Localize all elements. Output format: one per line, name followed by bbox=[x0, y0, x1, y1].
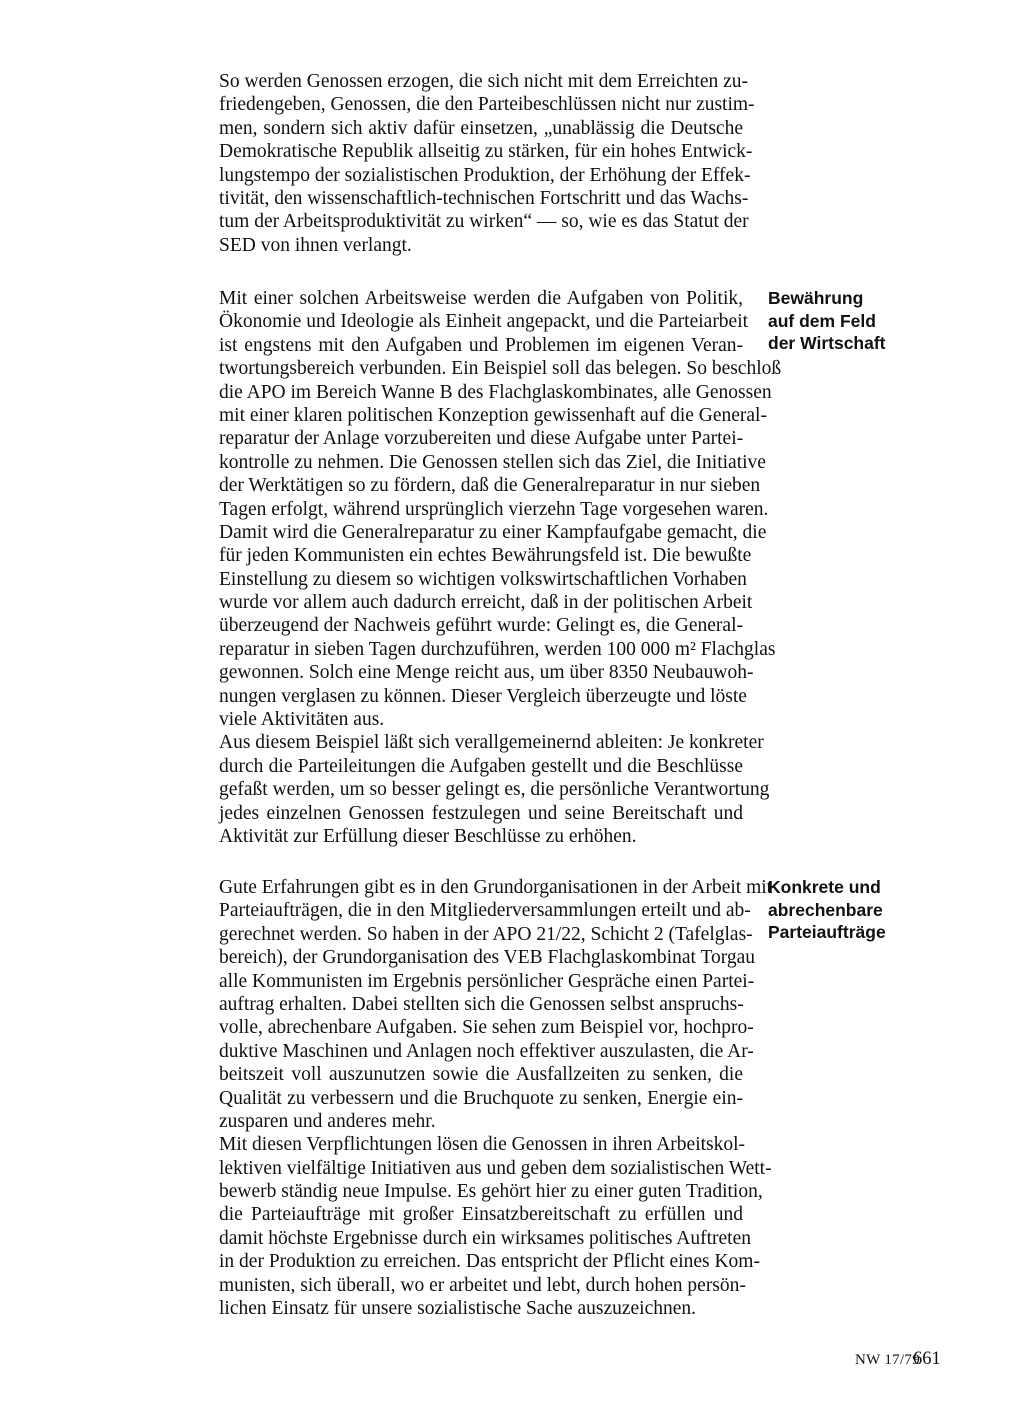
text-line: Qualität zu verbessern und die Bruchquote zu senken, Energie ein- bbox=[219, 1087, 743, 1109]
text-line: Einstellung zu diesem so wichtigen volkswirtschaftlichen Vorhaben bbox=[219, 568, 747, 590]
heading-line: der Wirtschaft bbox=[768, 333, 886, 353]
margin-heading-1 bbox=[768, 287, 968, 355]
text-line: kontrolle zu nehmen. Die Genossen stellen sich das Ziel, die Initiative bbox=[219, 451, 766, 473]
page-number: 661 bbox=[913, 1349, 941, 1369]
text-line: Gute Erfahrungen gibt es in den Grundorganisationen in der Arbeit mit bbox=[219, 877, 773, 898]
text-line: jedes einzelnen Genossen festzulegen und seine Bereitschaft und bbox=[219, 802, 743, 824]
heading-line: Bewährung bbox=[768, 288, 864, 308]
heading-line: Parteiaufträge bbox=[768, 922, 886, 942]
text-line: lungstempo der sozialistischen Produktion, der Erhöhung der Effek- bbox=[219, 164, 751, 186]
text-line: die Parteiaufträge mit großer Einsatzbereitschaft zu erfüllen und bbox=[219, 1204, 743, 1226]
text-line: die APO im Bereich Wanne B des Flachglaskombinates, alle Genossen bbox=[219, 381, 772, 403]
text-line: SED von ihnen verlangt. bbox=[219, 234, 412, 256]
text-line: Ökonomie und Ideologie als Einheit angepackt, und die Parteiarbeit bbox=[219, 311, 749, 333]
text-line: gefaßt werden, um so besser gelingt es, die persönliche Verantwortung bbox=[219, 779, 770, 801]
paragraph-1 bbox=[219, 70, 755, 257]
text-line: lichen Einsatz für unsere sozialistische Sache auszuzeichnen. bbox=[219, 1298, 697, 1320]
text-line: Demokratische Republik allseitig zu stärken, für ein hohes Entwick- bbox=[219, 141, 753, 163]
text-line: in der Produktion zu erreichen. Das entspricht der Pflicht eines Kom- bbox=[219, 1251, 760, 1273]
text-line: Mit diesen Verpflichtungen lösen die Genossen in ihren Arbeitskol- bbox=[219, 1134, 746, 1156]
text-line: zusparen und anderes mehr. bbox=[219, 1110, 436, 1132]
text-line: bereich), der Grundorganisation des VEB Flachglaskombinat Torgau bbox=[219, 947, 756, 969]
text-line: volle, abrechenbare Aufgaben. Sie sehen zum Beispiel vor, hochpro- bbox=[219, 1017, 754, 1039]
paragraph-2 bbox=[219, 287, 782, 848]
text-line: reparatur in sieben Tagen durchzuführen, werden 100 000 m² Flachglas bbox=[219, 638, 776, 660]
text-line: So werden Genossen erzogen, die sich nicht mit dem Erreichten zu- bbox=[219, 71, 749, 92]
text-line: Aktivität zur Erfüllung dieser Beschlüsse zu erhöhen. bbox=[219, 825, 637, 847]
text-line: men, sondern sich aktiv dafür einsetzen, „unablässig die Deutsche bbox=[219, 117, 743, 139]
text-line: damit höchste Ergebnisse durch ein wirksames politisches Auftreten bbox=[219, 1227, 751, 1249]
text-line: reparatur der Anlage vorzubereiten und diese Aufgabe unter Partei- bbox=[219, 428, 744, 450]
heading-line: auf dem Feld bbox=[768, 310, 876, 331]
text-line: der Werktätigen so zu fördern, daß die Generalreparatur in nur sieben bbox=[219, 475, 761, 497]
issue-reference: NW 17/79 bbox=[855, 1352, 921, 1368]
text-line: mit einer klaren politischen Konzeption gewissenhaft auf die General- bbox=[219, 404, 767, 426]
text-line: wurde vor allem auch dadurch erreicht, daß in der politischen Arbeit bbox=[219, 592, 753, 614]
text-line: ist engstens mit den Aufgaben und Problemen im eigenen Veran- bbox=[219, 334, 743, 356]
text-line: für jeden Kommunisten ein echtes Bewährungsfeld ist. Die bewußte bbox=[219, 545, 752, 567]
text-line: durch die Parteileitungen die Aufgaben gestellt und die Beschlüsse bbox=[219, 755, 743, 777]
text-line: Damit wird die Generalreparatur zu einer Kampfaufgabe gemacht, die bbox=[219, 521, 767, 543]
text-line: gewonnen. Solch eine Menge reicht aus, um über 8350 Neubauwoh- bbox=[219, 662, 754, 684]
text-line: beitszeit voll auszunutzen sowie die Ausfallzeiten zu senken, die bbox=[219, 1064, 743, 1086]
heading-line: Konkrete und bbox=[768, 877, 881, 897]
text-line: nungen verglasen zu können. Dieser Vergleich überzeugte und löste bbox=[219, 685, 747, 707]
text-line: tivität, den wissenschaftlich-technischen Fortschritt und das Wachs- bbox=[219, 187, 749, 209]
text-line: auftrag erhalten. Dabei stellten sich die Genossen selbst anspruchs- bbox=[219, 993, 744, 1015]
text-line: duktive Maschinen und Anlagen noch effektiver auszulasten, die Ar- bbox=[219, 1040, 754, 1062]
text-line: munisten, sich überall, wo er arbeitet und lebt, durch hohen persön- bbox=[219, 1274, 746, 1296]
text-line: Parteiaufträgen, die in den Mitgliederversammlungen erteilt und ab- bbox=[219, 900, 751, 922]
text-line: alle Kommunisten im Ergebnis persönlicher Gespräche einen Partei- bbox=[219, 970, 755, 992]
text-line: bewerb ständig neue Impulse. Es gehört hier zu einer guten Tradition, bbox=[219, 1181, 763, 1203]
text-line: überzeugend der Nachweis geführt wurde: Gelingt es, die General- bbox=[219, 615, 743, 637]
text-line: Tagen erfolgt, während ursprünglich vierzehn Tage vorgesehen waren. bbox=[219, 498, 769, 520]
heading-line: abrechenbare bbox=[768, 899, 883, 920]
text-line: twortungsbereich verbunden. Ein Beispiel soll das belegen. So beschloß bbox=[219, 358, 782, 380]
margin-heading-2 bbox=[768, 876, 968, 944]
paragraph-3 bbox=[219, 876, 773, 1320]
text-line: friedengeben, Genossen, die den Parteibeschlüssen nicht nur zustim- bbox=[219, 94, 755, 116]
text-line: gerechnet werden. So haben in der APO 21/22, Schicht 2 (Tafelglas- bbox=[219, 923, 753, 945]
text-line: Mit einer solchen Arbeitsweise werden die Aufgaben von Politik, bbox=[219, 288, 743, 309]
text-line: Aus diesem Beispiel läßt sich verallgemeinernd ableiten: Je konkreter bbox=[219, 732, 764, 754]
text-line: lektiven vielfältige Initiativen aus und geben dem sozialistischen Wett- bbox=[219, 1157, 772, 1179]
text-line: viele Aktivitäten aus. bbox=[219, 709, 385, 731]
text-line: tum der Arbeitsproduktivität zu wirken“ — so, wie es das Statut der bbox=[219, 211, 749, 233]
